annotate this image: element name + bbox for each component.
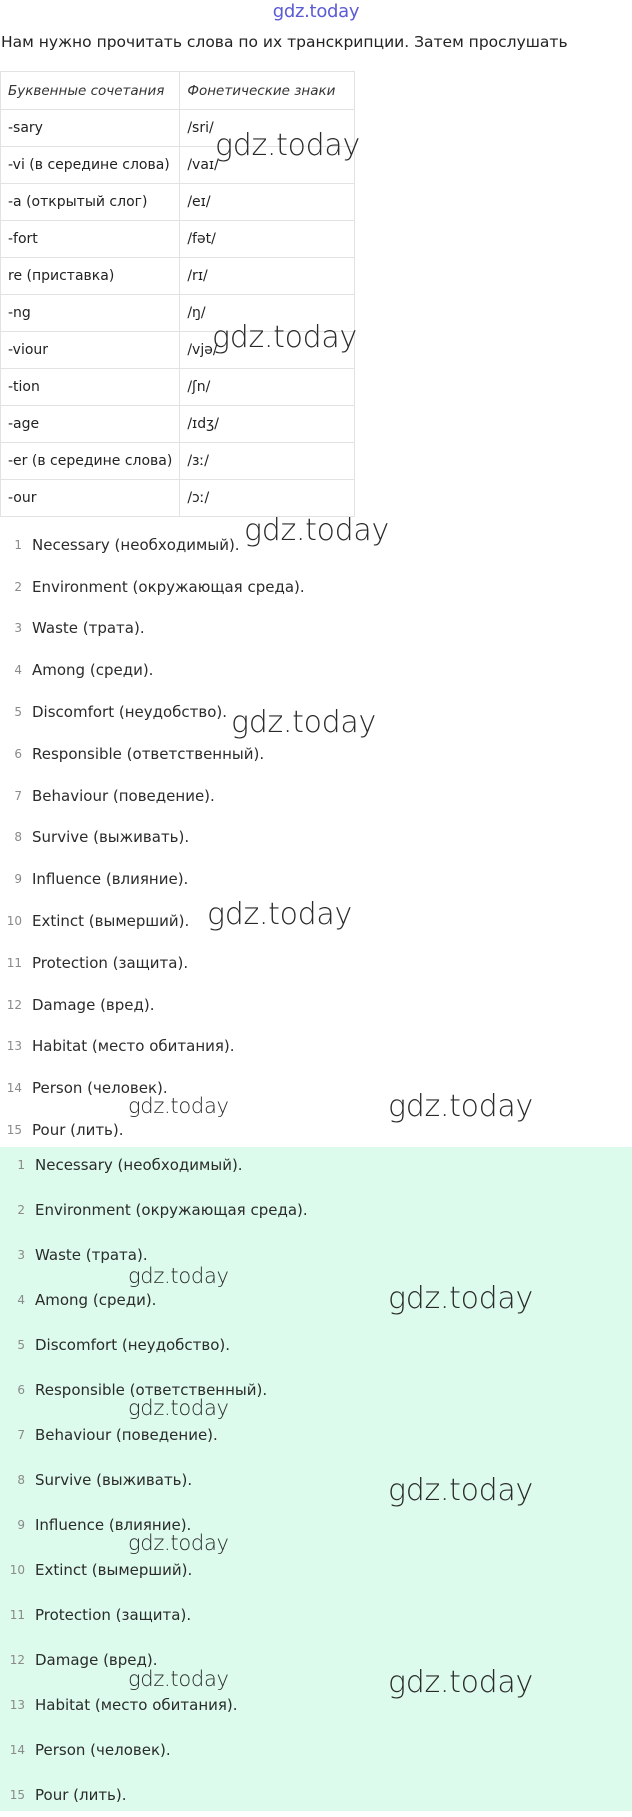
item-text: Influence (влияние).: [32, 870, 189, 889]
item-text: Waste (трата).: [32, 619, 145, 638]
watermark: gdz.today: [231, 705, 376, 740]
table-cell-letters: -vi (в середине слова): [1, 147, 180, 184]
item-text: Protection (защита).: [32, 953, 189, 972]
table-cell-phonetics: /ɜː/: [180, 443, 355, 480]
item-text: Environment (окружающая среда).: [35, 1200, 308, 1219]
table-row: [1, 443, 355, 480]
item-text: Responsible (ответственный).: [35, 1380, 268, 1399]
item-text: Person (человек).: [35, 1740, 171, 1759]
table-cell-letters: -fort: [1, 221, 180, 258]
item-number: 14: [6, 1081, 22, 1096]
word-list: [0, 524, 305, 1151]
item-text: Behaviour (поведение).: [32, 786, 215, 805]
column-header-letters: Буквенные сочетания: [1, 72, 180, 110]
list-item: [0, 608, 305, 650]
table-row: [1, 406, 355, 443]
item-text: Responsible (ответственный).: [32, 744, 265, 763]
list-item: [0, 1772, 308, 1817]
table-cell-phonetics: /rɪ/: [180, 258, 355, 295]
item-text: Pour (лить).: [32, 1121, 124, 1140]
watermark: gdz.today: [128, 1531, 229, 1555]
list-item: [0, 566, 305, 608]
answer-word-list: [0, 1142, 308, 1817]
item-number: 13: [9, 1697, 25, 1712]
item-number: 2: [17, 1202, 25, 1217]
list-item: [0, 984, 305, 1026]
watermark: gdz.today: [244, 513, 389, 548]
item-text: Protection (защита).: [35, 1605, 192, 1624]
column-header-phonetics: Фонетические знаки: [180, 72, 355, 110]
item-text: Extinct (вымерший).: [35, 1560, 193, 1579]
item-text: Environment (окружающая среда).: [32, 577, 305, 596]
item-number: 4: [14, 663, 22, 678]
table-cell-letters: -ng: [1, 295, 180, 332]
list-item: [0, 1592, 308, 1637]
item-text: Influence (влияние).: [35, 1515, 192, 1534]
item-number: 7: [14, 788, 22, 803]
item-text: Discomfort (неудобство).: [32, 703, 228, 722]
item-text: Necessary (необходимый).: [35, 1155, 243, 1174]
table-cell-phonetics: /eɪ/: [180, 184, 355, 221]
item-number: 11: [6, 955, 22, 970]
item-number: 8: [17, 1472, 25, 1487]
list-item: [0, 649, 305, 691]
item-text: Among (среди).: [32, 661, 154, 680]
item-number: 5: [17, 1337, 25, 1352]
item-text: Among (среди).: [35, 1290, 157, 1309]
table-cell-phonetics: /ɪdʒ/: [180, 406, 355, 443]
item-text: Survive (выживать).: [35, 1470, 193, 1489]
table-cell-phonetics: /fət/: [180, 221, 355, 258]
table-header-row: [1, 72, 355, 110]
table-row: [1, 480, 355, 517]
list-item: [0, 775, 305, 817]
item-text: Waste (трата).: [35, 1245, 148, 1264]
watermark: gdz.today: [215, 128, 360, 163]
item-number: 11: [9, 1607, 25, 1622]
watermark: gdz.today: [128, 1094, 229, 1118]
table-cell-phonetics: /vjə/: [180, 332, 355, 369]
item-number: 8: [14, 830, 22, 845]
table-cell-letters: -er (в середине слова): [1, 443, 180, 480]
site-logo[interactable]: gdz.today: [272, 1, 360, 22]
table-cell-letters: -tion: [1, 369, 180, 406]
table-row: [1, 369, 355, 406]
instruction-text: Нам нужно прочитать слова по их транскрипции. Затем прослушать: [1, 33, 568, 51]
item-text: Necessary (необходимый).: [32, 535, 240, 554]
watermark: gdz.today: [388, 1473, 533, 1508]
item-text: Survive (выживать).: [32, 828, 190, 847]
item-number: 12: [9, 1652, 25, 1667]
item-text: Damage (вред).: [32, 995, 155, 1014]
watermark: gdz.today: [388, 1281, 533, 1316]
table-cell-phonetics: /ʃn/: [180, 369, 355, 406]
table-row: [1, 184, 355, 221]
item-number: 14: [9, 1742, 25, 1757]
item-number: 15: [6, 1123, 22, 1138]
table-row: [1, 221, 355, 258]
watermark: gdz.today: [207, 897, 352, 932]
item-text: Extinct (вымерший).: [32, 912, 190, 931]
item-number: 1: [17, 1157, 25, 1172]
table-cell-letters: -viour: [1, 332, 180, 369]
item-number: 13: [6, 1039, 22, 1054]
item-number: 1: [14, 537, 22, 552]
list-item: [0, 1142, 308, 1187]
list-item: [0, 1026, 305, 1068]
list-item: [0, 817, 305, 859]
item-number: 4: [17, 1292, 25, 1307]
item-number: 9: [14, 872, 22, 887]
item-text: Pour (лить).: [35, 1785, 127, 1804]
item-number: 7: [17, 1427, 25, 1442]
table-cell-letters: re (приставка): [1, 258, 180, 295]
list-item: [0, 942, 305, 984]
item-number: 3: [17, 1247, 25, 1262]
table-cell-phonetics: /ɔː/: [180, 480, 355, 517]
watermark: gdz.today: [212, 320, 357, 355]
table-cell-letters: -age: [1, 406, 180, 443]
list-item: [0, 1727, 308, 1772]
item-number: 15: [9, 1787, 25, 1802]
item-text: Habitat (место обитания).: [35, 1695, 238, 1714]
watermark: gdz.today: [128, 1396, 229, 1420]
item-text: Damage (вред).: [35, 1650, 158, 1669]
watermark: gdz.today: [128, 1264, 229, 1288]
item-text: Habitat (место обитания).: [32, 1037, 235, 1056]
watermark: gdz.today: [388, 1089, 533, 1124]
table-cell-letters: -our: [1, 480, 180, 517]
table-cell-letters: -a (открытый слог): [1, 184, 180, 221]
item-text: Person (человек).: [32, 1079, 168, 1098]
list-item: [0, 1322, 308, 1367]
table-row: [1, 258, 355, 295]
item-number: 9: [17, 1517, 25, 1532]
table-cell-phonetics: /sri/: [180, 110, 355, 147]
item-number: 6: [14, 746, 22, 761]
list-item: [0, 1457, 308, 1502]
item-number: 2: [14, 579, 22, 594]
item-number: 10: [9, 1562, 25, 1577]
item-number: 10: [6, 914, 22, 929]
item-text: Behaviour (поведение).: [35, 1425, 218, 1444]
watermark: gdz.today: [388, 1665, 533, 1700]
item-number: 12: [6, 997, 22, 1012]
table-cell-letters: -sary: [1, 110, 180, 147]
watermark: gdz.today: [128, 1667, 229, 1691]
table-cell-phonetics: /ŋ/: [180, 295, 355, 332]
item-number: 3: [14, 621, 22, 636]
list-item: [0, 858, 305, 900]
item-text: Discomfort (неудобство).: [35, 1335, 231, 1354]
list-item: [0, 1187, 308, 1232]
item-number: 5: [14, 705, 22, 720]
table-cell-phonetics: /vaɪ/: [180, 147, 355, 184]
item-number: 6: [17, 1382, 25, 1397]
